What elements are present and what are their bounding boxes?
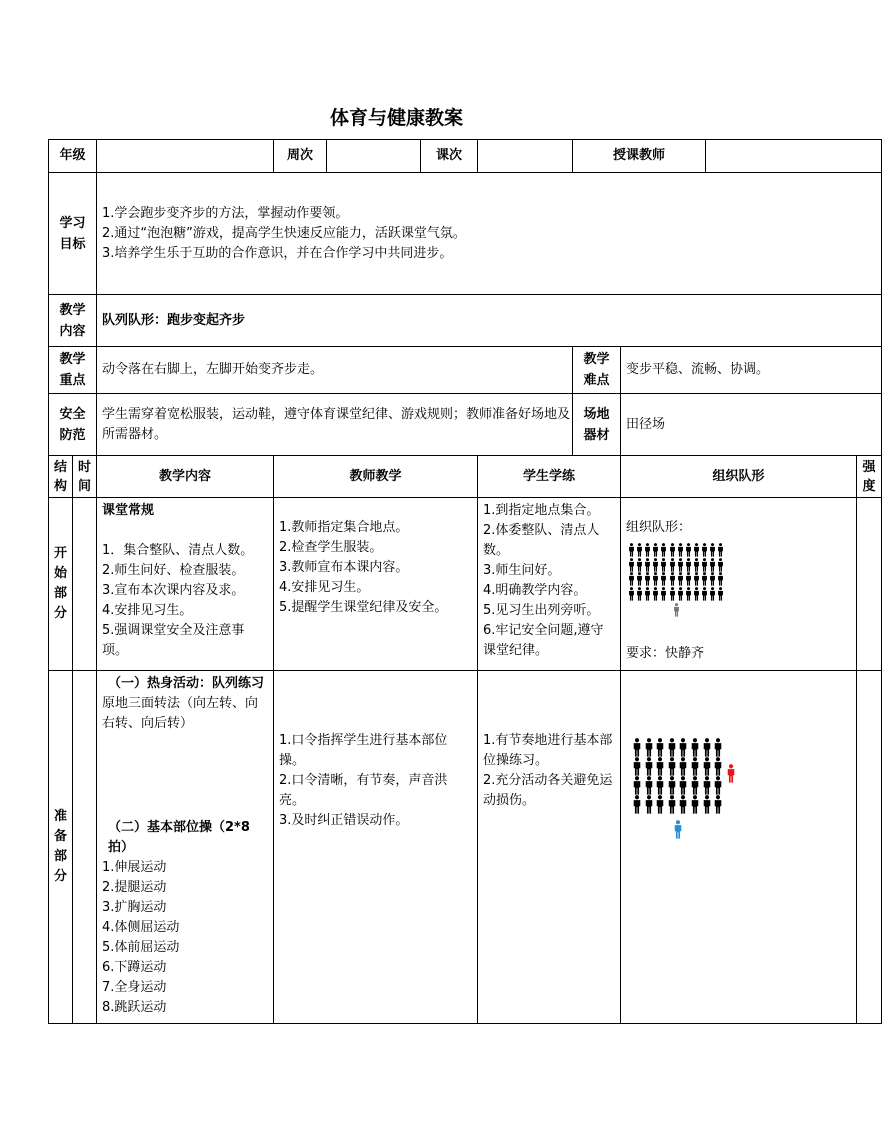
start-content-item: 3.宣布本次课内容及求。	[102, 583, 245, 598]
person-icon	[713, 795, 723, 814]
warmup-title: （一）热身活动：队列练习	[108, 676, 265, 691]
start-teacher-item: 5.提醒学生课堂纪律及安全。	[279, 600, 448, 615]
person-icon	[685, 558, 692, 572]
person-icon	[652, 558, 659, 572]
col-intensity: 强度	[857, 456, 882, 498]
person-icon	[636, 572, 643, 586]
prep-time	[73, 671, 97, 1024]
start-student-item: 1.到指定地点集合。	[483, 503, 600, 518]
person-icon	[655, 738, 665, 757]
col-formation: 组织队形	[621, 456, 857, 498]
person-icon	[702, 757, 712, 776]
formation-requirement: 要求：快静齐	[626, 646, 705, 661]
person-icon	[667, 776, 677, 795]
prep-teacher-item: 3.及时纠正错误动作。	[279, 813, 409, 828]
start-time	[73, 498, 97, 671]
start-content-item: 4.安排见习生。	[102, 603, 193, 618]
basic-title: （二）基本部位操（2*8拍）	[108, 820, 250, 855]
person-icon	[644, 757, 654, 776]
start-content-title: 课堂常规	[102, 503, 155, 518]
grade-label: 年级	[49, 140, 97, 173]
objective-item: 2.通过“泡泡糖”游戏，提高学生快速反应能力，活跃课堂气氛。	[102, 225, 466, 241]
person-icon	[632, 776, 642, 795]
key-points-label: 教学重点	[49, 347, 97, 394]
difficulty-label: 教学难点	[573, 347, 621, 394]
basic-item: 6.下蹲运动	[102, 960, 167, 975]
person-icon	[685, 587, 692, 601]
person-icon	[673, 820, 683, 839]
start-student-item: 5.见习生出列旁听。	[483, 603, 600, 618]
person-icon	[644, 587, 651, 601]
person-icon	[669, 587, 676, 601]
prep-teacher	[274, 671, 478, 1024]
content-value: 队列队形：跑步变起齐步	[97, 295, 882, 347]
start-formation	[621, 498, 857, 671]
person-icon	[693, 572, 700, 586]
person-icon	[685, 572, 692, 586]
start-content	[97, 498, 274, 671]
venue-label: 场地器材	[573, 394, 621, 456]
objectives-label: 学习目标	[49, 173, 97, 295]
start-intensity	[857, 498, 882, 671]
person-icon	[636, 543, 643, 557]
start-content-item: 1．集合整队、清点人数。	[102, 543, 254, 558]
person-icon	[717, 543, 724, 557]
person-icon	[669, 572, 676, 586]
prep-student-item: 2.充分活动各关避免运动损伤。	[483, 773, 613, 808]
person-icon	[644, 572, 651, 586]
prep-student	[478, 671, 621, 1024]
person-icon	[693, 587, 700, 601]
basic-item: 5.体前屈运动	[102, 940, 180, 955]
person-icon	[702, 776, 712, 795]
person-icon	[644, 795, 654, 814]
basic-item: 3.扩胸运动	[102, 900, 167, 915]
start-teacher	[274, 498, 478, 671]
person-icon	[685, 543, 692, 557]
person-icon	[709, 587, 716, 601]
col-content: 教学内容	[97, 456, 274, 498]
person-icon	[660, 543, 667, 557]
person-icon	[667, 738, 677, 757]
person-icon	[717, 572, 724, 586]
start-student-item: 2.体委整队、清点人数。	[483, 523, 600, 558]
person-icon	[652, 543, 659, 557]
prep-teacher-item: 1.口令指挥学生进行基本部位操。	[279, 733, 448, 768]
start-teacher-item: 3.教师宣布本课内容。	[279, 560, 409, 575]
person-icon	[644, 543, 651, 557]
basic-item: 1.伸展运动	[102, 860, 167, 875]
person-icon	[667, 795, 677, 814]
person-icon	[632, 757, 642, 776]
person-icon	[693, 543, 700, 557]
person-icon	[655, 795, 665, 814]
start-content-item: 2.师生问好、检查服装。	[102, 563, 245, 578]
formation-title: 组织队形：	[626, 520, 692, 535]
lesson-value	[478, 140, 573, 173]
basic-item: 7.全身运动	[102, 980, 167, 995]
week-value	[327, 140, 421, 173]
prep-formation-diagram	[626, 734, 852, 844]
start-student-item: 4.明确教学内容。	[483, 583, 587, 598]
person-icon	[628, 587, 635, 601]
lesson-plan-table	[48, 139, 882, 1024]
prep-teacher-item: 2.口令清晰，有节奏，声音洪亮。	[279, 773, 448, 808]
col-teacher: 教师教学	[274, 456, 478, 498]
start-teacher-item: 4.安排见习生。	[279, 580, 370, 595]
basic-item: 2.提腿运动	[102, 880, 167, 895]
person-icon	[660, 587, 667, 601]
prep-content	[97, 671, 274, 1024]
person-icon	[678, 795, 688, 814]
person-icon	[690, 795, 700, 814]
person-icon	[628, 572, 635, 586]
person-icon	[709, 543, 716, 557]
person-icon	[677, 587, 684, 601]
start-content-item: 5.强调课堂安全及注意事项。	[102, 623, 245, 658]
start-student-item: 6.牢记安全问题,遵守课堂纪律。	[483, 623, 604, 658]
person-icon	[632, 738, 642, 757]
person-icon	[652, 572, 659, 586]
person-icon	[673, 603, 680, 617]
person-icon	[678, 776, 688, 795]
person-icon	[669, 558, 676, 572]
person-icon	[677, 543, 684, 557]
page-title: 体育与健康教案	[329, 107, 463, 129]
person-icon	[713, 776, 723, 795]
person-icon	[669, 543, 676, 557]
person-icon	[677, 572, 684, 586]
person-icon	[701, 543, 708, 557]
venue-value: 田径场	[621, 394, 882, 456]
person-icon	[655, 757, 665, 776]
col-time: 时间	[73, 456, 97, 498]
person-icon	[632, 795, 642, 814]
person-icon	[690, 776, 700, 795]
start-section-label: 开始部分	[49, 498, 73, 671]
person-icon	[709, 572, 716, 586]
person-icon	[690, 757, 700, 776]
person-icon	[726, 764, 736, 783]
col-student: 学生学练	[478, 456, 621, 498]
start-student	[478, 498, 621, 671]
start-formation-diagram	[626, 540, 852, 624]
start-teacher-item: 2.检查学生服装。	[279, 540, 383, 555]
person-icon	[717, 558, 724, 572]
grade-value	[97, 140, 274, 173]
safety-label: 安全防范	[49, 394, 97, 456]
person-icon	[660, 558, 667, 572]
lesson-label: 课次	[421, 140, 478, 173]
warmup-text: 原地三面转法（向左转、向右转、向后转）	[102, 696, 259, 731]
person-icon	[690, 738, 700, 757]
person-icon	[709, 558, 716, 572]
person-icon	[644, 558, 651, 572]
person-icon	[636, 587, 643, 601]
person-icon	[717, 587, 724, 601]
person-icon	[628, 543, 635, 557]
person-icon	[652, 587, 659, 601]
teacher-label: 授课教师	[573, 140, 706, 173]
person-icon	[701, 558, 708, 572]
person-icon	[693, 558, 700, 572]
person-icon	[713, 757, 723, 776]
week-label: 周次	[274, 140, 327, 173]
teacher-value	[706, 140, 882, 173]
start-teacher-item: 1.教师指定集合地点。	[279, 520, 409, 535]
person-icon	[713, 738, 723, 757]
person-icon	[636, 558, 643, 572]
person-icon	[701, 587, 708, 601]
key-points-value: 动令落在右脚上，左脚开始变齐步走。	[97, 347, 573, 394]
person-icon	[678, 757, 688, 776]
prep-intensity	[857, 671, 882, 1024]
col-structure: 结构	[49, 456, 73, 498]
safety-value: 学生需穿着宽松服装，运动鞋，遵守体育课堂纪律、游戏规则；教师准备好场地及所需器材。	[97, 394, 573, 456]
prep-formation	[621, 671, 857, 1024]
person-icon	[701, 572, 708, 586]
person-icon	[677, 558, 684, 572]
person-icon	[644, 738, 654, 757]
objective-item: 1.学会跑步变齐步的方法，掌握动作要领。	[102, 205, 349, 221]
basic-item: 8.跳跃运动	[102, 1000, 167, 1015]
basic-item: 4.体侧屈运动	[102, 920, 180, 935]
objective-item: 3.培养学生乐于互助的合作意识，并在合作学习中共同进步。	[102, 245, 453, 261]
person-icon	[667, 757, 677, 776]
person-icon	[660, 572, 667, 586]
person-icon	[655, 776, 665, 795]
person-icon	[678, 738, 688, 757]
difficulty-value: 变步平稳、流畅、协调。	[621, 347, 882, 394]
objectives-list	[97, 173, 882, 295]
content-label: 教学内容	[49, 295, 97, 347]
person-icon	[702, 738, 712, 757]
prep-section-label: 准备部分	[49, 671, 73, 1024]
prep-student-item: 1.有节奏地进行基本部位操练习。	[483, 733, 613, 768]
start-student-item: 3.师生问好。	[483, 563, 561, 578]
person-icon	[702, 795, 712, 814]
person-icon	[644, 776, 654, 795]
person-icon	[628, 558, 635, 572]
